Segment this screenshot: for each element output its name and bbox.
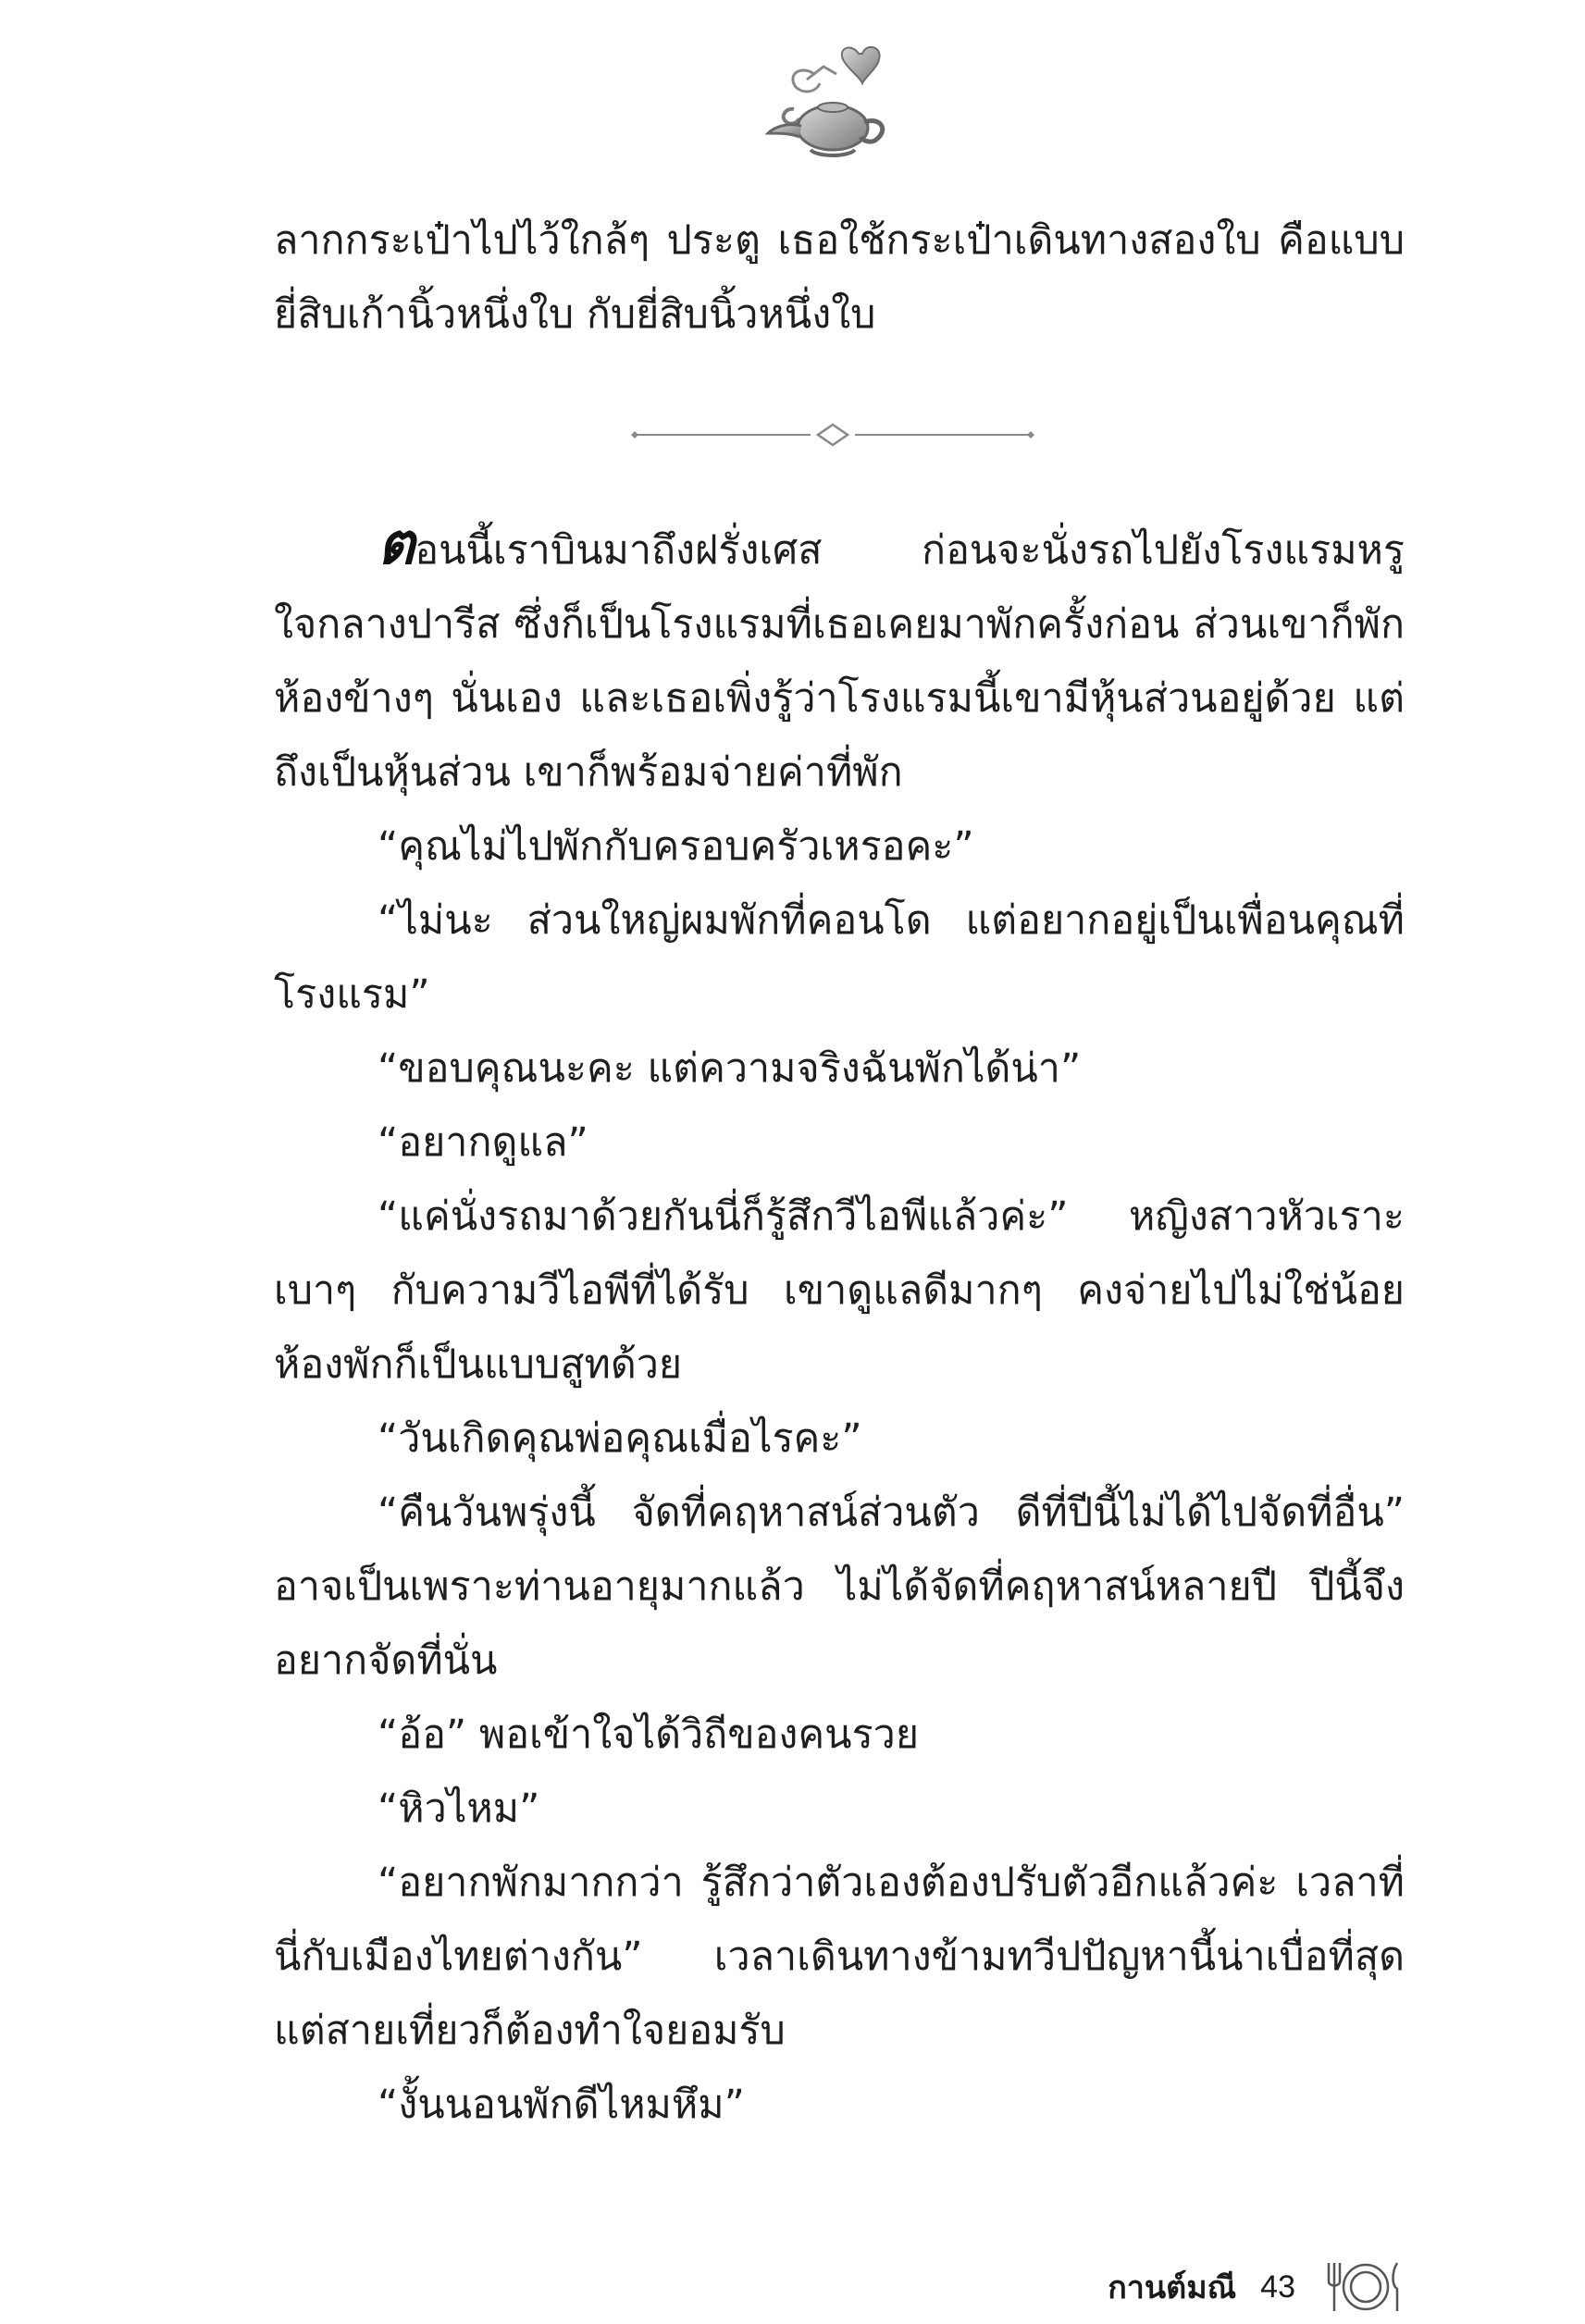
chapter-body xyxy=(274,507,1405,2142)
paragraph: “วันเกิดคุณพ่อคุณเมื่อไรคะ” xyxy=(378,1415,862,1462)
paragraph: “ไม่นะ ส่วนใหญ่ผมพักที่คอนโด แต่อยากอยู่เป็นเพื่อนคุณที่โรงแรม” xyxy=(274,897,1405,1018)
plate-fork-knife-icon xyxy=(1327,2254,1405,2320)
paragraph: “อยากดูแล” xyxy=(378,1119,588,1166)
paragraph: “งั้นนอนพักดีไหมหึม” xyxy=(378,2082,745,2128)
paragraph: “คืนวันพรุ่งนี้ จัดที่คฤหาสน์ส่วนตัว ดีที่ปีนี้ไม่ได้ไปจัดที่อื่น” อาจเป็นเพราะท่านอายุมากแล้ว ไม่ได้จัดที่คฤหาสน์หลายปี ปีนี้จึงอยากจัดที่นั่น xyxy=(274,1490,1405,1684)
paragraph: “อยากพักมากกว่า รู้สึกว่าตัวเองต้องปรับตัวอีกแล้วค่ะ เวลาที่นี่กับเมืองไทยต่างกัน” เวลาเดินทางข้ามทวีปปัญหานี้น่าเบื่อที่สุด แต่สายเที่ยวก็ต้องทำใจยอมรับ xyxy=(274,1860,1405,2054)
teapot-heart-icon xyxy=(759,37,898,176)
page-number: 43 xyxy=(1260,2268,1295,2305)
page-footer xyxy=(1108,2250,1405,2324)
book-title: กานต์มณี xyxy=(1108,2270,1237,2305)
paragraph: ลากกระเป๋าไปไว้ใกล้ๆ ประตู เธอใช้กระเป๋าเดินทางสองใบ คือแบบยี่สิบเก้านิ้วหนึ่งใบ กับยี่สิบนิ้วหนึ่งใบ xyxy=(274,217,1405,338)
drop-cap: ต xyxy=(378,510,415,577)
paragraph: “อ้อ” พอเข้าใจได้วิถีของคนรวย xyxy=(378,1712,920,1758)
diamond-divider-icon xyxy=(629,421,1036,449)
first-paragraph xyxy=(274,507,1405,810)
paragraph: “แค่นั่งรถมาด้วยกันนี่ก็รู้สึกวีไอพีแล้วค่ะ” หญิงสาวหัวเราะเบาๆ กับความวีไอพีที่ได้รับ เขาดูแลดีมากๆ คงจ่ายไปไม่ใช่น้อย ห้องพักก็เป็นแบบสูทด้วย xyxy=(274,1193,1405,1388)
paragraph: “ขอบคุณนะคะ แต่ความจริงฉันพักได้น่า” xyxy=(378,1045,1082,1092)
paragraph: “คุณไม่ไปพักกับครอบครัวเหรอคะ” xyxy=(378,823,974,870)
first-paragraph-text: อนนี้เราบินมาถึงฝรั่งเศส ก่อนจะนั่งรถไปยังโรงแรมหรูใจกลางปารีส ซึ่งก็เป็นโรงแรมที่เธอเคยมาพักครั้งก่อน ส่วนเขาก็พักห้องข้างๆ นั่นเอง และเธอเพิ่งรู้ว่าโรงแรมนี้เขามีหุ้นส่วนอยู่ด้วย แต่ถึงเป็นหุ้นส่วน เขาก็พร้อมจ่ายค่าที่พัก xyxy=(274,527,1405,796)
paragraph: “หิวไหม” xyxy=(378,1786,540,1832)
continued-paragraph xyxy=(274,204,1405,352)
